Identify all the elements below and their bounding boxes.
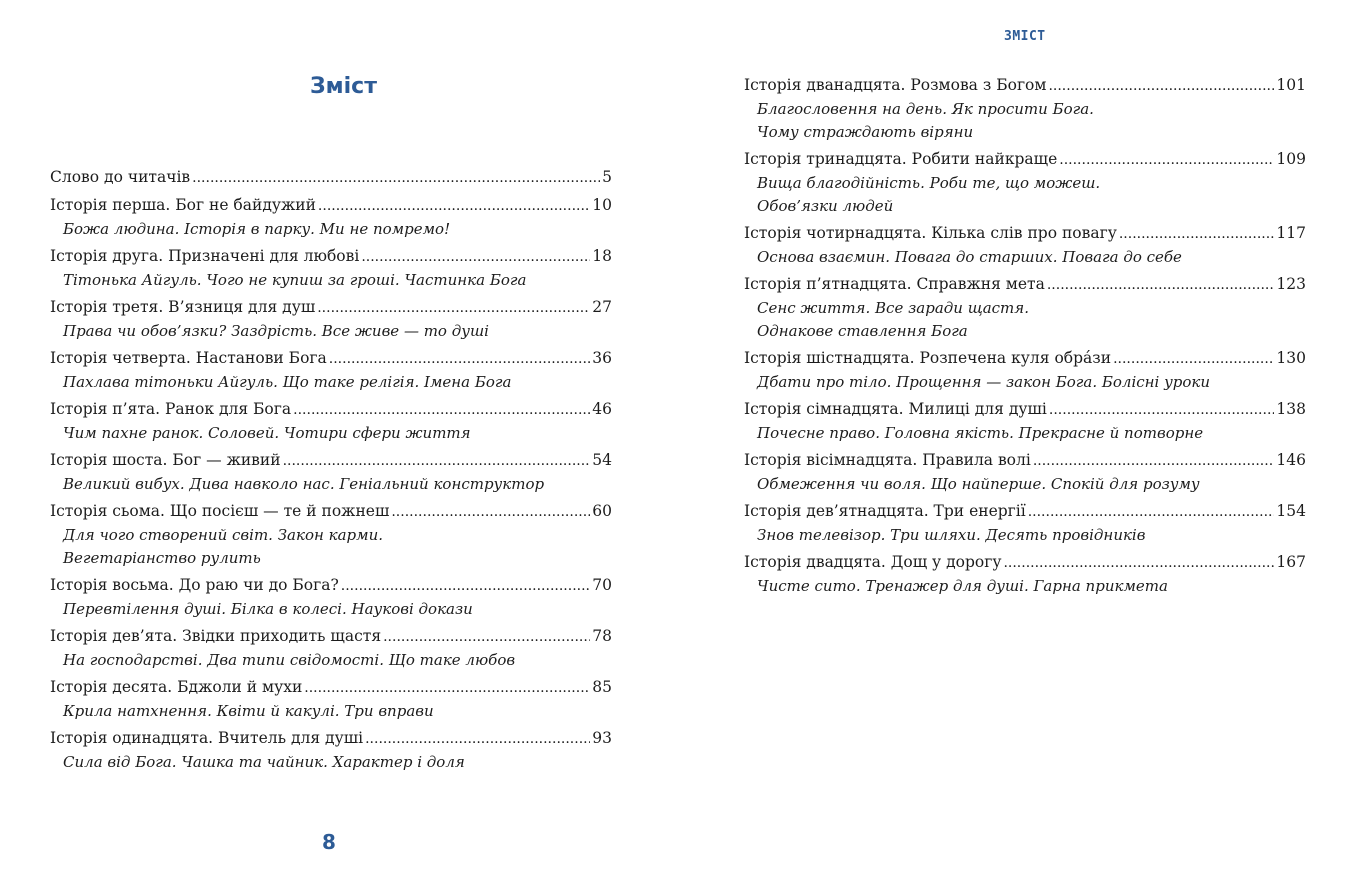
toc-entry-subtitle: Вища благодійність. Роби те, що можеш. (757, 174, 1101, 192)
dot-leader (391, 501, 590, 524)
toc-entry-line (744, 74, 1306, 98)
toc-page-number: 60 (592, 502, 612, 520)
toc-entry-subtitle: Чим пахне ранок. Соловей. Чотири сфери життя (63, 424, 471, 442)
toc-entry-line (744, 398, 1306, 422)
toc-entry-line (744, 148, 1306, 172)
toc-page-number: 27 (592, 298, 612, 316)
toc-entry-title: Історія дев’ята. Звідки приходить щастя (50, 627, 382, 645)
toc-entry (744, 347, 1306, 394)
toc-entry (744, 222, 1306, 269)
toc-entry-line (50, 449, 612, 473)
toc-page-number: 154 (1276, 502, 1306, 520)
toc-entry-line (744, 449, 1306, 473)
toc-page-number: 54 (592, 451, 612, 469)
toc-entry-line (744, 273, 1306, 297)
toc-entry-title: Історія шоста. Бог — живий (50, 451, 281, 469)
toc-entry (50, 500, 612, 570)
toc-entry-subtitle: Сенс життя. Все заради щастя. (757, 299, 1029, 317)
dot-leader (1003, 552, 1274, 575)
toc-entry-subtitle: Пахлава тітоньки Айгуль. Що таке релігія. Імена Бога (63, 373, 512, 391)
toc-entry-subtitle: Вегетаріанство рулить (63, 549, 261, 567)
toc-entry-line (50, 676, 612, 700)
toc-entry-line (50, 500, 612, 524)
toc-entry-subtitle: Перевтілення душі. Білка в колесі. Наукові докази (63, 600, 473, 618)
page-number: 8 (322, 830, 336, 854)
toc-entry (50, 676, 612, 723)
toc-page-number: 5 (602, 168, 612, 186)
toc-page-number: 10 (592, 196, 612, 214)
toc-entry-subtitle: Божа людина. Історія в парку. Ми не помремо! (63, 220, 451, 238)
toc-entry-subtitle: Дбати про тіло. Прощення — закон Бога. Болісні уроки (757, 373, 1211, 391)
toc-entry-title: Історія сімнадцята. Милиці для душі (744, 400, 1047, 418)
dot-leader (1048, 75, 1274, 98)
toc-title: Зміст (310, 74, 377, 99)
toc-entry-title: Історія восьма. До раю чи до Бога? (50, 576, 339, 594)
toc-entry (50, 398, 612, 445)
toc-entry (50, 727, 612, 774)
toc-entry-line (50, 574, 612, 598)
toc-entry-title: Історія вісімнадцята. Правила волі (744, 451, 1031, 469)
toc-entry-title: Історія десята. Бджоли й мухи (50, 678, 303, 696)
toc-page-number: 146 (1276, 451, 1306, 469)
dot-leader (1049, 399, 1275, 422)
toc-page-number: 93 (592, 729, 612, 747)
dot-leader (318, 195, 590, 218)
toc-entry (50, 574, 612, 621)
toc-entry-line (744, 551, 1306, 575)
toc-entry (744, 273, 1306, 343)
toc-entry-title: Історія одинадцята. Вчитель для душі (50, 729, 364, 747)
toc-entry-subtitle: Крила натхнення. Квіти й какулі. Три вправи (63, 702, 434, 720)
toc-entry (50, 625, 612, 672)
toc-entry-line (50, 194, 612, 218)
toc-entry-title: Історія п’ята. Ранок для Бога (50, 400, 292, 418)
toc-list-right (744, 74, 1306, 602)
toc-page-number: 167 (1276, 553, 1306, 571)
toc-entry-title: Історія перша. Бог не байдужий (50, 196, 316, 214)
toc-entry-title: Історія дев’ятнадцята. Три енергії (744, 502, 1026, 520)
toc-entry (744, 449, 1306, 496)
toc-entry-subtitle: Основа взаємин. Повага до старших. Повага до себе (757, 248, 1182, 266)
toc-entry-title: Історія двадцята. Дощ у дорогу (744, 553, 1002, 571)
toc-page-number: 18 (592, 247, 612, 265)
toc-page-number: 123 (1276, 275, 1306, 293)
toc-entry-title: Слово до читачів (50, 168, 191, 186)
toc-entry-subtitle: На господарстві. Два типи свідомості. Що таке любов (63, 651, 516, 669)
toc-entry (50, 245, 612, 292)
toc-entry-title: Історія п’ятнадцята. Справжня мета (744, 275, 1045, 293)
toc-entry-line (50, 727, 612, 751)
toc-entry (50, 347, 612, 394)
toc-page-number: 85 (592, 678, 612, 696)
toc-page-number: 109 (1276, 150, 1306, 168)
dot-leader (1059, 149, 1274, 172)
toc-entry-line (744, 500, 1306, 524)
toc-entry-line (50, 245, 612, 269)
toc-entry (744, 551, 1306, 598)
toc-entry (50, 194, 612, 241)
toc-page-number: 70 (592, 576, 612, 594)
toc-entry-subtitle: Великий вибух. Дива навколо нас. Геніальний конструктор (63, 475, 545, 493)
toc-page-number: 138 (1276, 400, 1306, 418)
toc-entry-title: Історія тринадцята. Робити найкраще (744, 150, 1058, 168)
dot-leader (1028, 501, 1275, 524)
toc-entry-title: Історія шістнадцята. Розпечена куля обрáзи (744, 349, 1112, 367)
toc-entry-subtitle: Почесне право. Головна якість. Прекрасне й потворне (757, 424, 1204, 442)
dot-leader (341, 575, 590, 598)
toc-entry-line (50, 625, 612, 649)
toc-page-number: 101 (1276, 76, 1306, 94)
toc-entry-subtitle: Однакове ставлення Бога (757, 322, 968, 340)
toc-entry (744, 74, 1306, 144)
toc-entry (744, 500, 1306, 547)
toc-entry-title: Історія четверта. Настанови Бога (50, 349, 327, 367)
toc-page-number: 130 (1276, 349, 1306, 367)
toc-entry-line (50, 296, 612, 320)
toc-page-number: 46 (592, 400, 612, 418)
toc-entry-subtitle: Для чого створений світ. Закон карми. (63, 526, 384, 544)
toc-entry-title: Історія друга. Призначені для любові (50, 247, 360, 265)
toc-entry-line (744, 347, 1306, 371)
toc-page-number: 117 (1276, 224, 1306, 242)
toc-entry-title: Історія третя. В’язниця для душ (50, 298, 316, 316)
running-head: ЗМІСТ (1004, 29, 1046, 44)
toc-entry-title: Історія дванадцята. Розмова з Богом (744, 76, 1047, 94)
toc-entry-subtitle: Сила від Бога. Чашка та чайник. Характер і доля (63, 753, 465, 771)
dot-leader (192, 167, 600, 190)
dot-leader (1033, 450, 1275, 473)
toc-entry (50, 166, 612, 190)
toc-entry-subtitle: Благословення на день. Як просити Бога. (757, 100, 1094, 118)
toc-entry-subtitle: Обов’язки людей (757, 197, 894, 215)
toc-entry-title: Історія сьома. Що посієш — те й пожнеш (50, 502, 390, 520)
dot-leader (1113, 348, 1274, 371)
dot-leader (1047, 274, 1275, 297)
dot-leader (317, 297, 590, 320)
toc-entry-line (50, 166, 612, 190)
toc-entry-line (744, 222, 1306, 246)
toc-entry (50, 296, 612, 343)
dot-leader (304, 677, 590, 700)
toc-entry (744, 148, 1306, 218)
toc-entry (50, 449, 612, 496)
dot-leader (383, 626, 590, 649)
dot-leader (365, 728, 590, 751)
toc-list-left (50, 166, 612, 778)
dot-leader (1119, 223, 1275, 246)
toc-entry-subtitle: Права чи обов’язки? Заздрість. Все живе — то душі (63, 322, 489, 340)
toc-page-number: 78 (592, 627, 612, 645)
dot-leader (293, 399, 590, 422)
dot-leader (329, 348, 590, 371)
toc-entry-subtitle: Тітонька Айгуль. Чого не купиш за гроші. Частинка Бога (63, 271, 527, 289)
toc-entry-line (50, 398, 612, 422)
toc-page-number: 36 (592, 349, 612, 367)
toc-entry-subtitle: Чисте сито. Тренажер для душі. Гарна прикмета (757, 577, 1168, 595)
right-page (682, 0, 1363, 876)
toc-entry-line (50, 347, 612, 371)
toc-entry (744, 398, 1306, 445)
toc-entry-subtitle: Обмеження чи воля. Що найперше. Спокій для розуму (757, 475, 1200, 493)
dot-leader (361, 246, 590, 269)
toc-entry-subtitle: Чому страждають віряни (757, 123, 974, 141)
toc-entry-title: Історія чотирнадцята. Кілька слів про повагу (744, 224, 1117, 242)
dot-leader (283, 450, 591, 473)
toc-entry-subtitle: Знов телевізор. Три шляхи. Десять провідників (757, 526, 1146, 544)
